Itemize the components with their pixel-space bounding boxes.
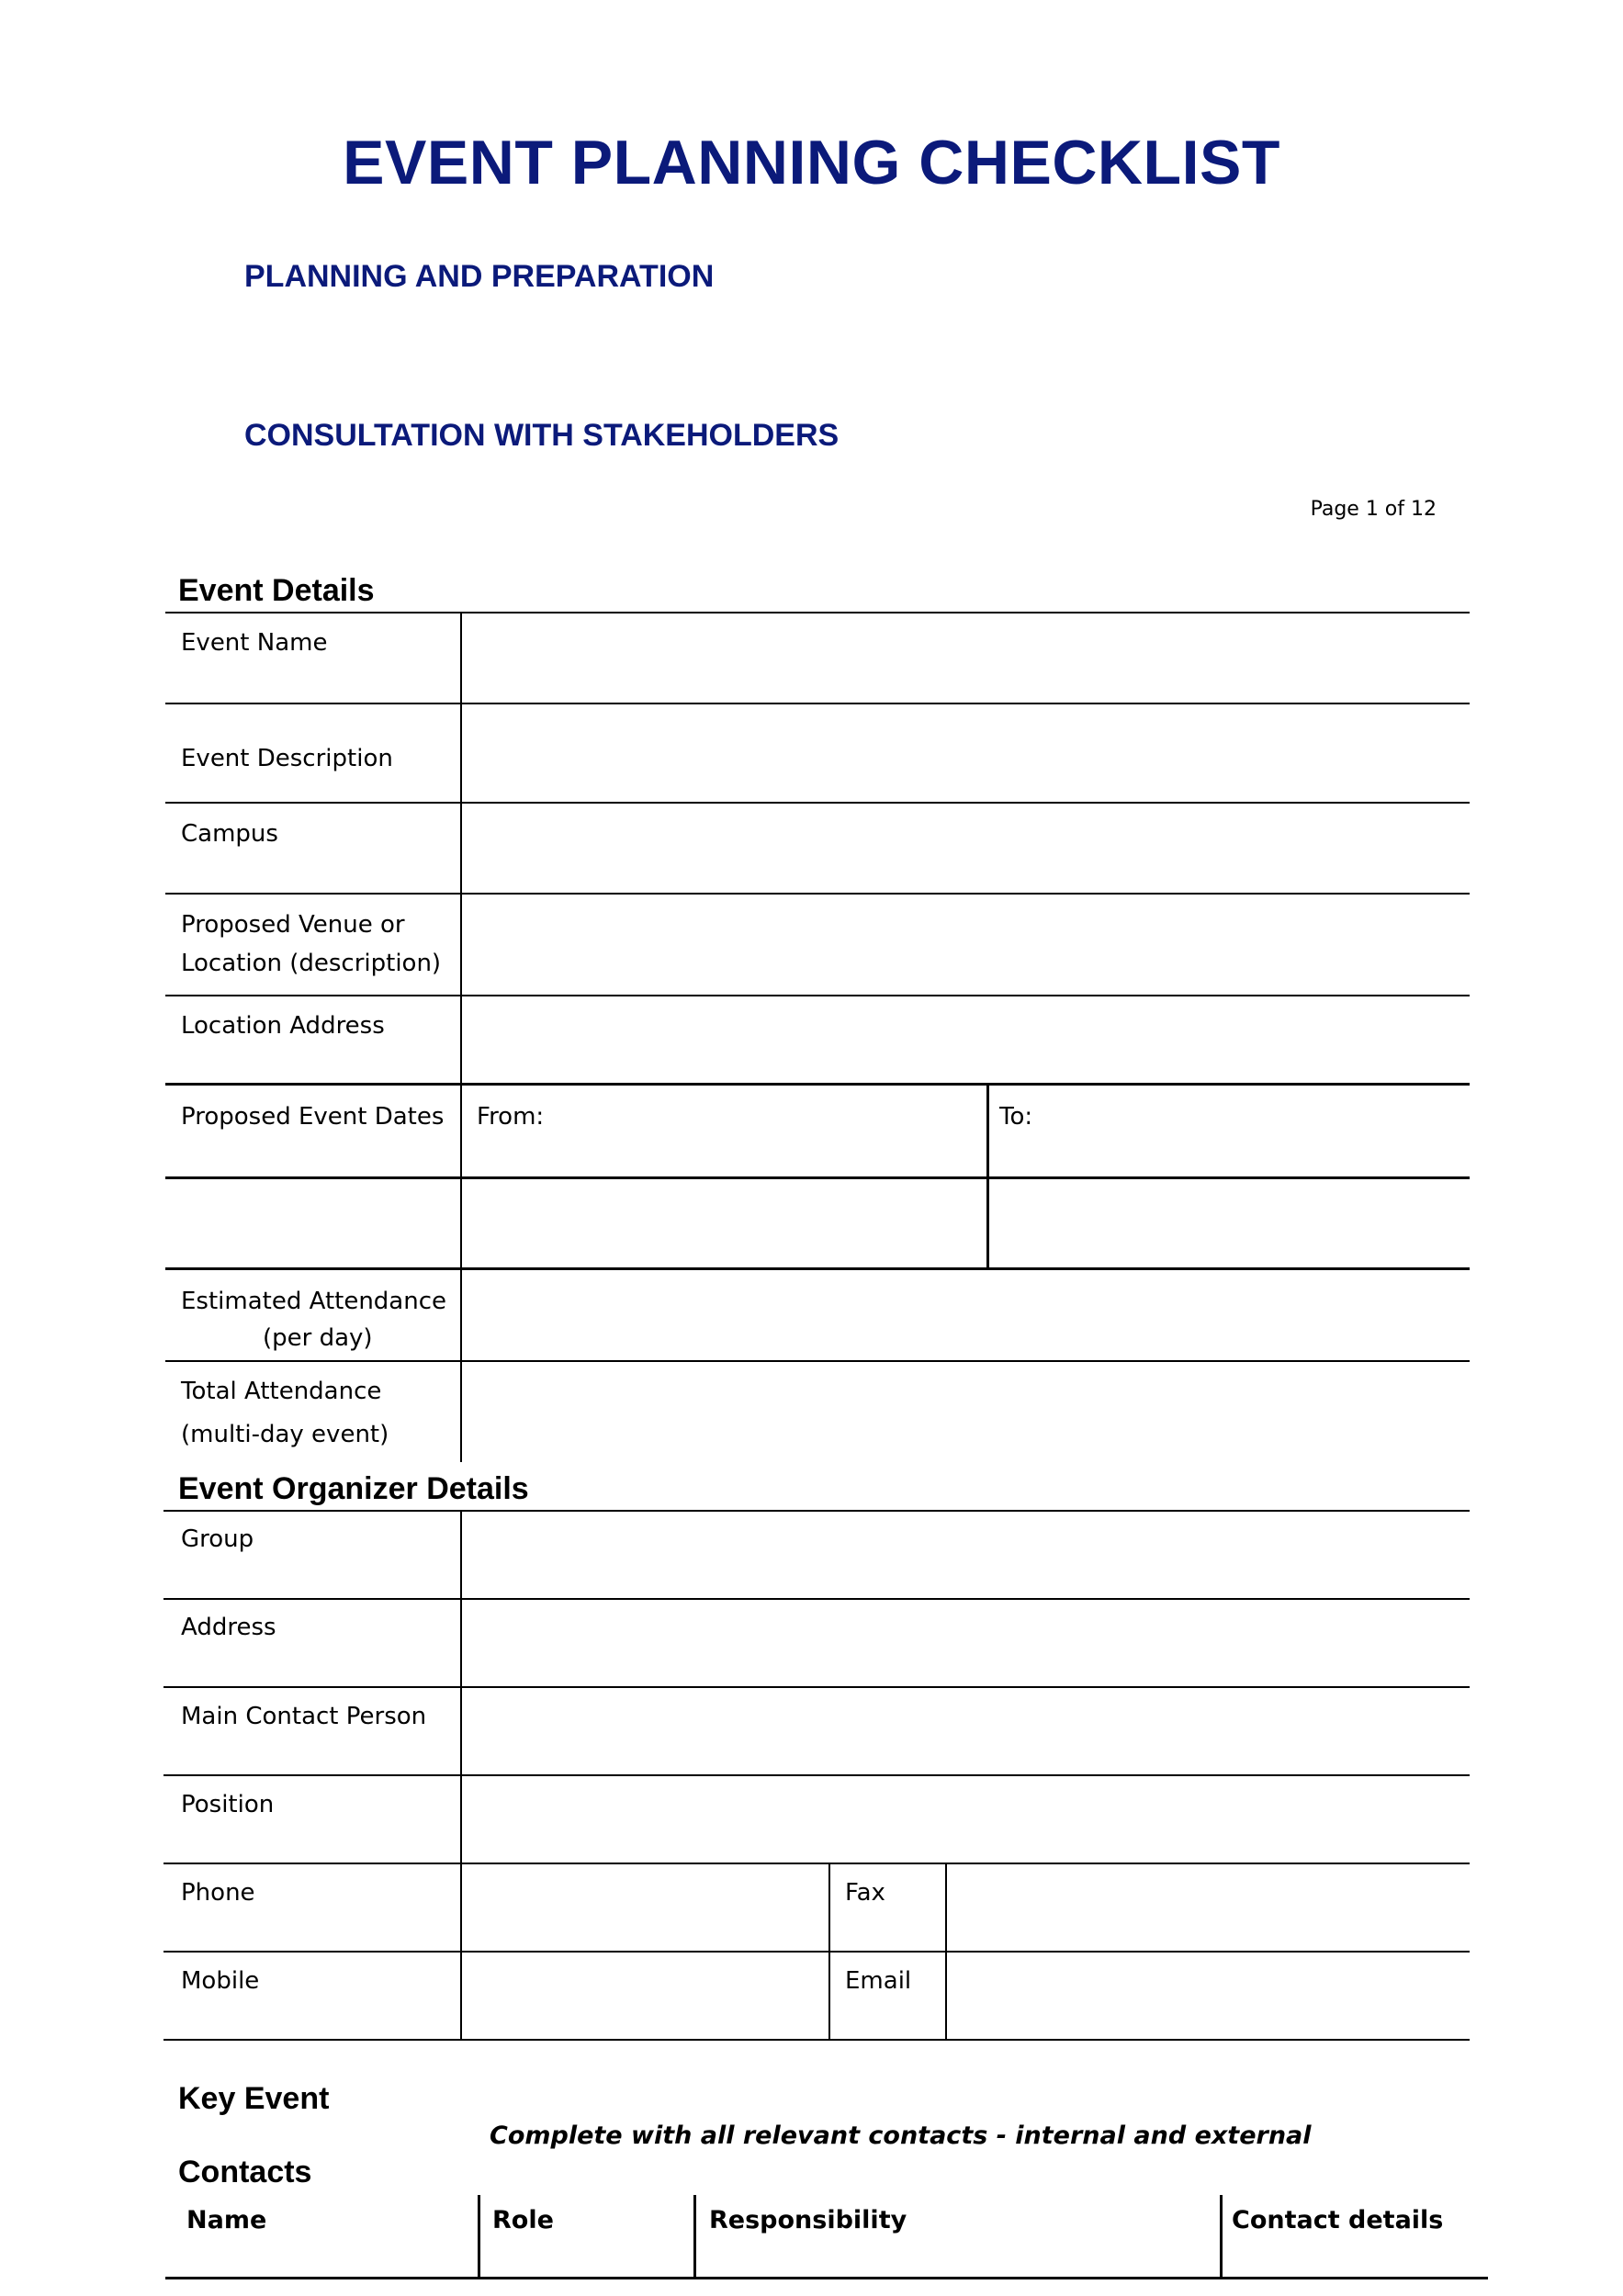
label-to: To: (999, 1103, 1033, 1131)
mobile-field[interactable] (463, 1953, 828, 2038)
location-address-field[interactable] (463, 996, 1470, 1082)
label-venue-line1: Proposed Venue or (181, 911, 405, 939)
label-proposed-event-dates: Proposed Event Dates (181, 1103, 445, 1131)
date-to-field-2[interactable] (990, 1179, 1470, 1266)
label-estimated-attendance: Estimated Attendance (181, 1288, 447, 1315)
label-position: Position (181, 1791, 275, 1818)
label-event-name: Event Name (181, 629, 328, 657)
event-description-field[interactable] (463, 704, 1470, 801)
key-contacts-note: Complete with all relevant contacts - internal and external (490, 2122, 1312, 2150)
column-header-role: Role (492, 2206, 554, 2234)
main-contact-field[interactable] (463, 1688, 1470, 1773)
key-contacts-heading-line1: Key Event (178, 2081, 330, 2116)
label-location-address: Location Address (181, 1012, 385, 1040)
column-header-responsibility: Responsibility (709, 2206, 907, 2234)
event-name-field[interactable] (463, 613, 1470, 702)
subheading-planning: PLANNING AND PREPARATION (244, 259, 715, 294)
estimated-attendance-field[interactable] (463, 1270, 1470, 1359)
address-field[interactable] (463, 1600, 1470, 1685)
campus-field[interactable] (463, 804, 1470, 892)
column-header-name: Name (186, 2206, 267, 2234)
email-field[interactable] (948, 1953, 1470, 2038)
label-event-description: Event Description (181, 745, 393, 772)
label-mobile: Mobile (181, 1967, 260, 1995)
page-number: Page 1 of 12 (1310, 498, 1437, 521)
venue-field[interactable] (463, 895, 1470, 994)
key-contacts-heading-line2: Contacts (178, 2155, 312, 2189)
label-address: Address (181, 1614, 276, 1641)
phone-field[interactable] (463, 1864, 828, 1950)
date-to-field[interactable] (990, 1086, 1470, 1176)
group-field[interactable] (463, 1512, 1470, 1597)
position-field[interactable] (463, 1776, 1470, 1862)
label-venue-line2: Location (description) (181, 950, 442, 977)
label-email: Email (845, 1967, 912, 1995)
date-from-field[interactable] (463, 1086, 986, 1176)
label-estimated-attendance-sub: (per day) (263, 1324, 373, 1352)
total-attendance-field[interactable] (463, 1362, 1470, 1461)
label-total-attendance: Total Attendance (181, 1378, 382, 1405)
label-fax: Fax (845, 1879, 885, 1907)
column-header-contact-details: Contact details (1232, 2206, 1444, 2234)
label-campus: Campus (181, 820, 278, 848)
label-phone: Phone (181, 1879, 255, 1907)
date-from-field-2[interactable] (463, 1179, 986, 1266)
label-group: Group (181, 1525, 254, 1553)
document-title: EVENT PLANNING CHECKLIST (343, 128, 1280, 197)
label-total-attendance-sub: (multi-day event) (181, 1421, 389, 1448)
fax-field[interactable] (948, 1864, 1470, 1950)
subheading-consultation: CONSULTATION WITH STAKEHOLDERS (244, 418, 840, 453)
event-details-heading: Event Details (178, 573, 375, 608)
label-from: From: (477, 1103, 545, 1131)
label-main-contact: Main Contact Person (181, 1703, 427, 1730)
organizer-details-heading: Event Organizer Details (178, 1471, 529, 1506)
